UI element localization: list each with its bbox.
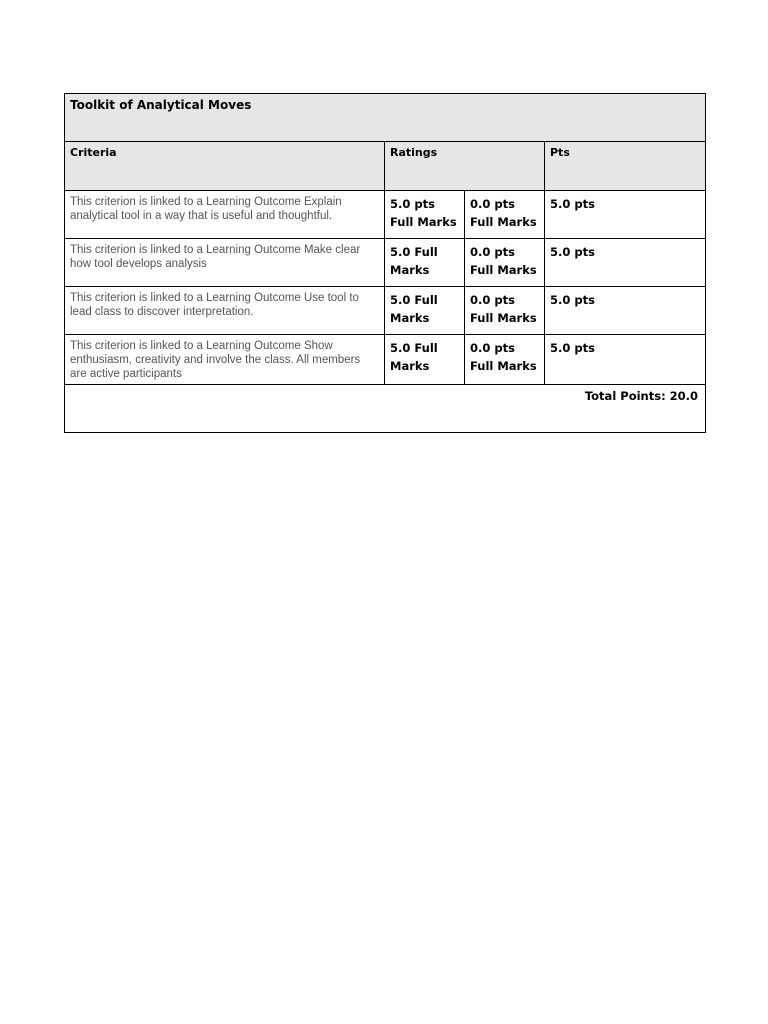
criterion-cell: This criterion is linked to a Learning Outcome Make clear how tool develops analysis <box>65 239 385 287</box>
table-row <box>65 191 706 239</box>
rating-none-cell: 0.0 pts Full Marks <box>465 287 545 335</box>
rating-full-cell: 5.0 Full Marks <box>385 239 465 287</box>
rubric-title: Toolkit of Analytical Moves <box>65 94 706 142</box>
criterion-cell: This criterion is linked to a Learning Outcome Show enthusiasm, creativity and involve the class. All members are active participants <box>65 335 385 385</box>
rubric-table <box>64 93 706 433</box>
table-row <box>65 287 706 335</box>
rating-none-cell: 0.0 pts Full Marks <box>465 239 545 287</box>
table-row <box>65 335 706 385</box>
rating-full-cell: 5.0 Full Marks <box>385 287 465 335</box>
total-points: Total Points: 20.0 <box>65 385 706 433</box>
pts-cell: 5.0 pts <box>545 239 706 287</box>
pts-cell: 5.0 pts <box>545 287 706 335</box>
pts-header: Pts <box>545 142 706 191</box>
rating-none-cell: 0.0 pts Full Marks <box>465 191 545 239</box>
rating-none-cell: 0.0 pts Full Marks <box>465 335 545 385</box>
ratings-header: Ratings <box>385 142 545 191</box>
title-row <box>65 94 706 142</box>
header-row <box>65 142 706 191</box>
criterion-cell: This criterion is linked to a Learning Outcome Explain analytical tool in a way that is useful and thoughtful. <box>65 191 385 239</box>
rating-full-cell: 5.0 Full Marks <box>385 335 465 385</box>
criteria-header: Criteria <box>65 142 385 191</box>
criterion-cell: This criterion is linked to a Learning Outcome Use tool to lead class to discover interpretation. <box>65 287 385 335</box>
pts-cell: 5.0 pts <box>545 191 706 239</box>
total-row <box>65 385 706 433</box>
rating-full-cell: 5.0 pts Full Marks <box>385 191 465 239</box>
pts-cell: 5.0 pts <box>545 335 706 385</box>
table-row <box>65 239 706 287</box>
